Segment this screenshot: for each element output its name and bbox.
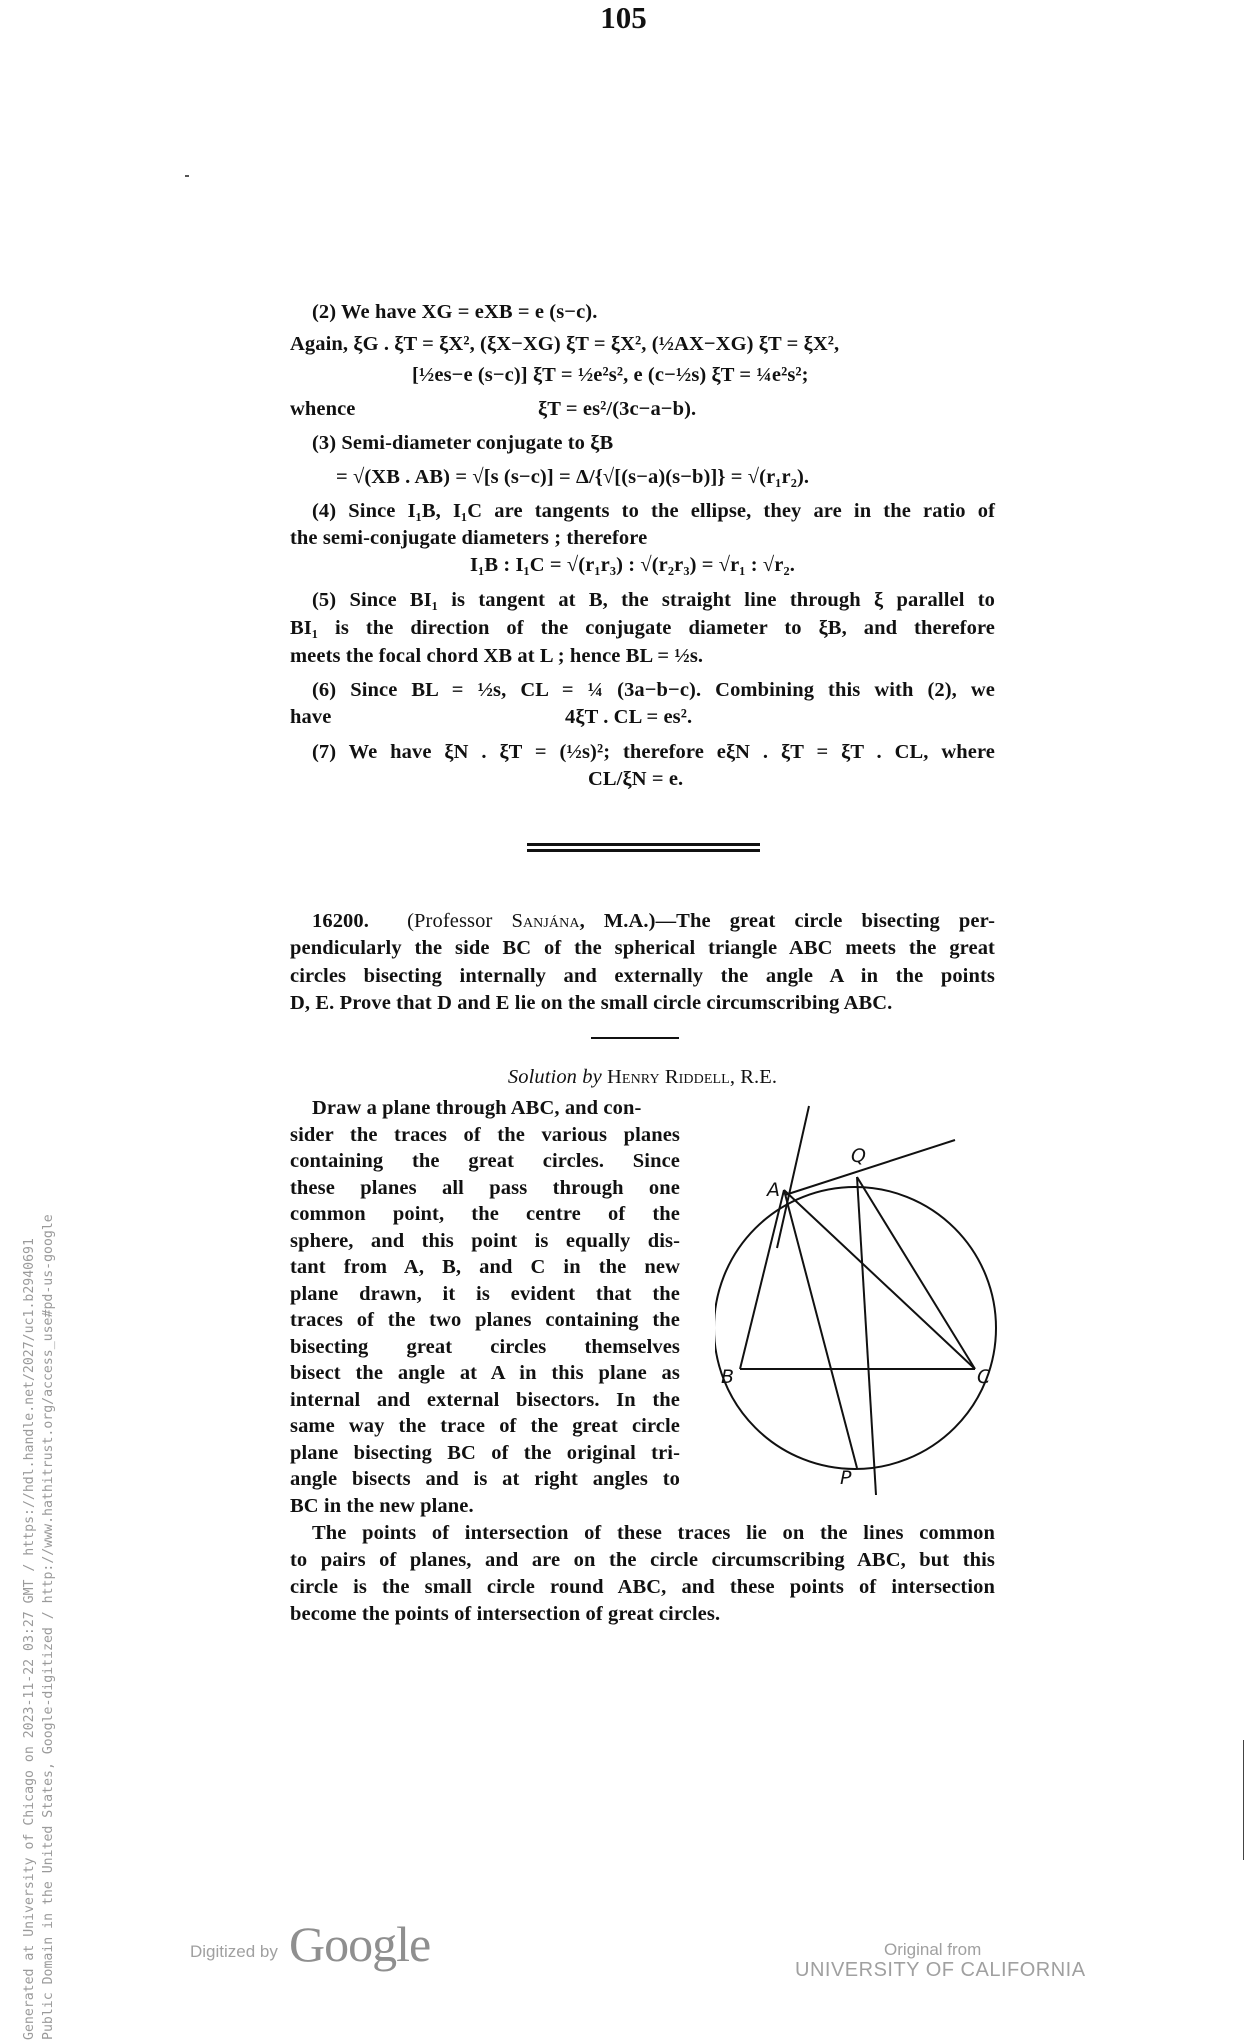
solution-line: Draw a plane through ABC, and con-: [312, 1097, 642, 1119]
solution-line: circle is the small circle round ABC, and these points of intersection: [290, 1576, 995, 1598]
watermark-line: Public Domain in the United States, Google-digitized / http://www.hathitrust.org/access_use#pd-us-google: [41, 1214, 56, 2040]
solution-label: Solution by: [507, 1066, 608, 1088]
author-name: Sanjána: [511, 910, 580, 932]
solution-line: BC in the new plane.: [290, 1495, 474, 1517]
formula-line: CL/ξN = e.: [588, 768, 684, 790]
text-line: (7) We have ξN . ξT = (½s)²; therefore eξN . ξT = ξT . CL, where: [312, 741, 995, 763]
circumcircle: [715, 1187, 996, 1469]
text-line: ξT = es²/(3c−a−b).: [538, 398, 697, 420]
formula-line: = √(XB . AB) = √[s (s−c)] = Δ/{√[(s−a)(s−b)]} = √(r₁r₂).: [336, 466, 810, 488]
text-line: the semi-conjugate diameters ; therefore: [290, 527, 648, 549]
text-line: (4) Since I₁B, I₁C are tangents to the ellipse, they are in the ratio of: [312, 500, 995, 522]
line-Q-C: [857, 1177, 975, 1369]
author-open: (Professor: [407, 910, 512, 932]
hathitrust-watermark: [20, 1214, 60, 2040]
text-line: Again, ξG . ξT = ξX², (ξX−XG) ξT = ξX², (½AX−XG) ξT = ξX²,: [290, 333, 840, 355]
line-Q-P: [857, 1177, 876, 1495]
label-A: A: [767, 1179, 780, 1201]
solution-line: bisecting great circles themselves: [290, 1336, 680, 1358]
google-logo: Google: [289, 1916, 431, 1972]
text-line: (3) Semi-diameter conjugate to ξB: [312, 432, 614, 454]
short-divider: [591, 1037, 679, 1039]
institution-name: UNIVERSITY OF CALIFORNIA: [795, 1959, 1086, 1981]
text-line: have: [290, 706, 332, 728]
solution-line: sider the traces of the various planes: [290, 1124, 680, 1146]
solution-line: these planes all pass through one: [290, 1177, 680, 1199]
solution-line: plane drawn, it is evident that the: [290, 1283, 680, 1305]
text-line: [½es−e (s−c)] ξT = ½e²s², e (c−½s) ξT = ¼e²s²;: [412, 364, 809, 386]
formula-line: I₁B : I₁C = √(r₁r₃) : √(r₂r₃) = √r₁ : √r₂.: [470, 554, 795, 576]
solution-line: plane bisecting BC of the original tri-: [290, 1442, 680, 1464]
line-A-B: [740, 1190, 784, 1369]
circle-diagram: [715, 1100, 1015, 1500]
label-C: C: [977, 1366, 991, 1388]
problem-statement-line: D, E. Prove that D and E lie on the small circle circumscribing ABC.: [290, 992, 893, 1014]
label-Q: Q: [851, 1145, 866, 1167]
watermark-line: Generated at University of Chicago on 2023-11-22 03:27 GMT / https://hdl.handle.net/2027/uc1.b2940691: [22, 1238, 37, 2040]
solution-line: become the points of intersection of great circles.: [290, 1603, 721, 1625]
problem-statement-line: pendicularly the side BC of the spherical triangle ABC meets the great: [290, 937, 995, 959]
solution-line: sphere, and this point is equally dis-: [290, 1230, 680, 1252]
text-line: (6) Since BL = ½s, CL = ¼ (3a−b−c). Combining this with (2), we: [312, 679, 995, 701]
problem-statement-line: [312, 910, 995, 933]
text-line: BI₁ is the direction of the conjugate diameter to ξB, and therefore: [290, 617, 995, 639]
page-number: 105: [600, 0, 647, 35]
problem-intro: , M.A.)—The great circle bisecting per-: [579, 910, 995, 932]
formula-line: 4ξT . CL = es².: [565, 706, 693, 728]
text-line: meets the focal chord XB at L ; hence BL = ½s.: [290, 645, 704, 667]
problem-number: 16200.: [312, 910, 369, 932]
text-line: whence: [290, 398, 356, 420]
solution-line: to pairs of planes, and are on the circle circumscribing ABC, but this: [290, 1549, 995, 1571]
problem-statement-line: circles bisecting internally and externally the angle A in the points: [290, 965, 995, 987]
label-P: P: [840, 1467, 852, 1489]
solver-suffix: , R.E.: [729, 1066, 778, 1088]
solution-line: bisect the angle at A in this plane as: [290, 1362, 680, 1384]
section-divider: [527, 843, 760, 852]
text-line: (2) We have XG = eXB = e (s−c).: [312, 301, 598, 323]
line-A-P: [784, 1190, 857, 1468]
solution-line: common point, the centre of the: [290, 1203, 680, 1225]
line-A-Q-extended: [785, 1140, 955, 1195]
solution-line: tant from A, B, and C in the new: [290, 1256, 680, 1278]
solution-line: angle bisects and is at right angles to: [290, 1468, 680, 1490]
original-from-label: Original from: [884, 1940, 982, 1959]
solution-line: containing the great circles. Since: [290, 1150, 680, 1172]
solver-name: Henry Riddell: [607, 1066, 730, 1088]
solution-line: same way the trace of the great circle: [290, 1415, 680, 1437]
text-line: (5) Since BI₁ is tangent at B, the straight line through ξ parallel to: [312, 589, 995, 611]
solution-heading: [290, 1066, 995, 1089]
solution-line: internal and external bisectors. In the: [290, 1389, 680, 1411]
solution-line: traces of the two planes containing the: [290, 1309, 680, 1331]
scan-edge-mark: [1243, 1740, 1244, 1860]
scan-speck: [185, 175, 189, 177]
digitized-by-label: Digitized by: [190, 1942, 278, 1961]
solution-line: The points of intersection of these traces lie on the lines common: [312, 1522, 995, 1544]
line-A-C: [784, 1190, 975, 1369]
label-B: B: [721, 1366, 735, 1388]
